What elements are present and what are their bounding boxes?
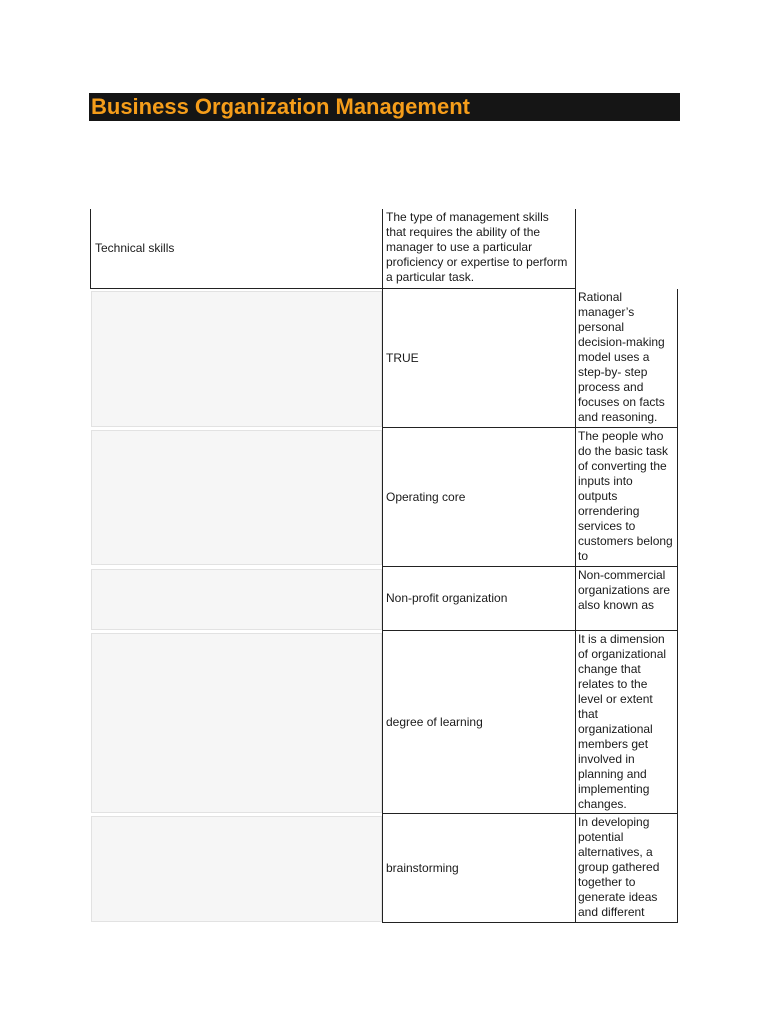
- blank-cell: [91, 633, 382, 813]
- table-row-term: degree of learning: [382, 631, 576, 814]
- table-row-definition: The people who do the basic task of converting the inputs into outputs orrendering services to customers belong to: [575, 428, 678, 567]
- table-row-term: Technical skills: [90, 209, 383, 289]
- blank-cell: [91, 291, 382, 427]
- document-title: Business Organization Management: [91, 94, 470, 119]
- table-row-term: brainstorming: [382, 814, 576, 923]
- table-row-definition: The type of management skills that requires the ability of the manager to use a particular proficiency or expertise to perform a particular task.: [382, 209, 576, 289]
- blank-cell: [91, 816, 382, 922]
- table-row-definition: Non-commercial organizations are also known as: [575, 567, 678, 631]
- table-row-definition: In developing potential alternatives, a group gathered together to generate ideas and different: [575, 814, 678, 923]
- title-banner: [89, 93, 680, 121]
- table-row-term: TRUE: [382, 289, 576, 428]
- blank-cell: [91, 430, 382, 565]
- blank-cell: [91, 569, 382, 630]
- table-row-term: Operating core: [382, 428, 576, 567]
- table-row-definition: It is a dimension of organizational change that relates to the level or extent that organizational members get involved in planning and implementing changes.: [575, 631, 678, 814]
- table-row-term: Non-profit organization: [382, 567, 576, 631]
- table-row-definition: Rational manager’s personal decision-making model uses a step-by- step process and focuses on facts and reasoning.: [575, 289, 678, 428]
